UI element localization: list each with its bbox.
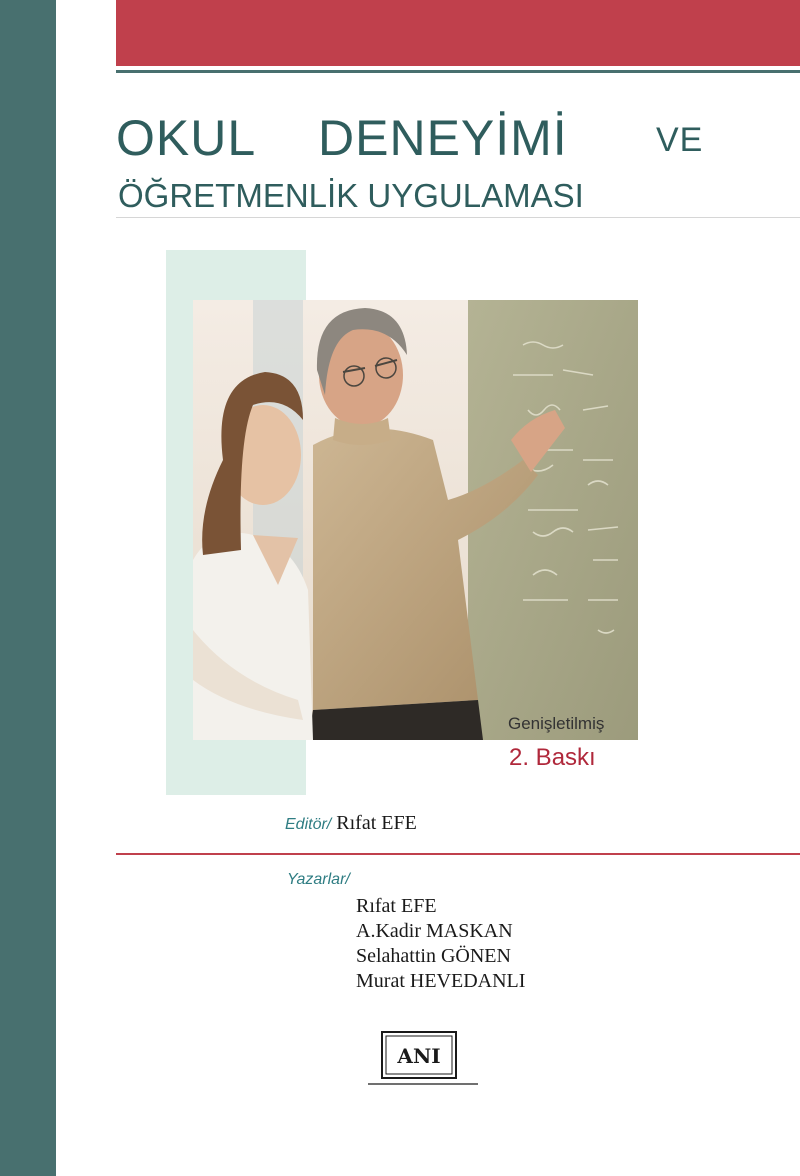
cover-top-band <box>116 0 800 66</box>
author-name: A.Kadir MASKAN <box>356 920 513 942</box>
teacher-student-illustration <box>193 300 638 740</box>
author-name: Rıfat EFE <box>356 895 437 917</box>
authors-rule <box>116 853 800 855</box>
cover-spine-band <box>0 0 56 1176</box>
edition-number: 2. Baskı <box>509 744 596 771</box>
author-name: Murat HEVEDANLI <box>356 970 526 992</box>
publisher-logo-mark <box>368 1030 478 1090</box>
title-line-1 <box>116 108 716 168</box>
top-rule <box>116 70 800 73</box>
title-word-deneyimi: DENEYİMİ <box>318 110 568 166</box>
authors-list <box>356 894 525 994</box>
edition-note: Genişletilmiş <box>508 714 605 733</box>
cover-photo <box>193 300 638 740</box>
title-rule <box>116 217 800 218</box>
title-word-okul: OKUL <box>116 110 257 166</box>
author-name: Selahattin GÖNEN <box>356 945 511 967</box>
editor-name: Rıfat EFE <box>336 812 417 834</box>
authors-label: Yazarlar/ <box>287 871 350 888</box>
title-line-2: ÖĞRETMENLİK UYGULAMASI <box>118 177 584 214</box>
editor-line <box>285 812 417 835</box>
editor-label: Editör/ <box>285 816 332 833</box>
publisher-logo <box>368 1030 478 1090</box>
title-word-ve: VE <box>656 121 704 159</box>
publisher-logo-text: ANI <box>397 1044 441 1068</box>
